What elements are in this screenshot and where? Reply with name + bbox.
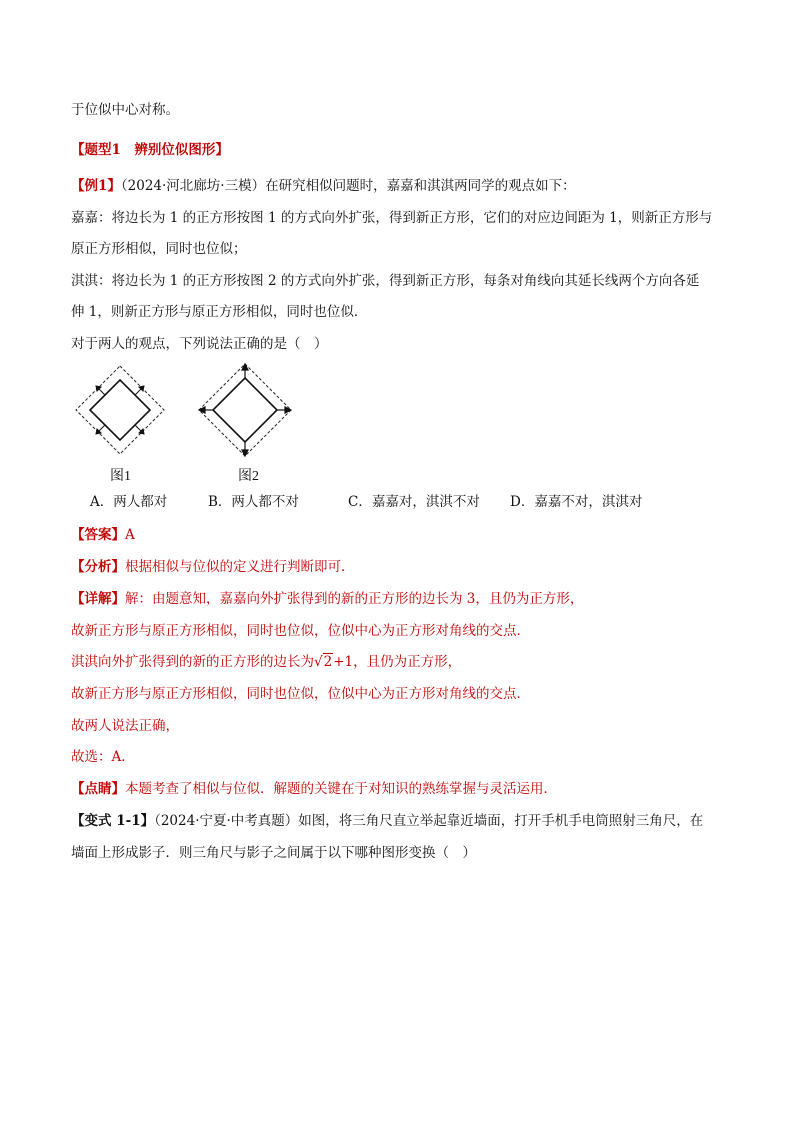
analysis-text: 根据相似与位似的定义进行判断即可． — [125, 559, 355, 575]
answer-value: A — [125, 527, 135, 543]
detail-line-4: 故新正方形与原正方形相似，同时也位似，位似中心为正方形对角线的交点． — [71, 686, 530, 702]
jiajia-line-2: 原正方形相似，同时也位似； — [71, 241, 247, 257]
detail-line-3 — [71, 652, 731, 672]
variant-line-2: 墙面上形成影子．则三角尺与影子之间属于以下哪种图形变换（ ） — [71, 845, 476, 861]
answer-line — [71, 525, 731, 545]
comment-label: 【点睛】 — [71, 781, 125, 797]
example-1-header — [71, 176, 731, 196]
answer-options — [90, 492, 642, 512]
sqrt-radicand: 2 — [323, 654, 333, 670]
sqrt-plus-one: +1 — [333, 654, 354, 670]
option-d: D．嘉嘉不对，淇淇对 — [510, 494, 643, 510]
fig2-arrows — [199, 364, 291, 456]
fig1-arrows — [96, 386, 144, 434]
analysis-label: 【分析】 — [71, 559, 125, 575]
figure-2-label: 图2 — [238, 469, 259, 484]
comment-text: 本题考查了相似与位似．解题的关键在于对知识的熟练掌握与灵活运用． — [125, 781, 557, 797]
jiajia-line-1: 嘉嘉：将边长为 1 的正方形按图 1 的方式向外扩张，得到新正方形，它们的对应边间距为 1，则新正方形与 — [71, 210, 713, 226]
variant-label: 【变式 1-1】 — [71, 813, 155, 829]
answer-label: 【答案】 — [71, 527, 125, 543]
option-a: A．两人都对 — [90, 494, 168, 510]
section-title: 【题型1 辨别位似图形】 — [71, 142, 229, 158]
figure-2-diagram — [195, 360, 295, 460]
option-c: C．嘉嘉对，淇淇不对 — [348, 494, 480, 510]
variant-text-1: （2024·宁夏·中考真题）如图，将三角尺直立举起靠近墙面，打开手机手电筒照射三角尺，在 — [154, 813, 704, 829]
detail-line-5: 故两人说法正确， — [71, 718, 179, 734]
option-b: B．两人都不对 — [208, 494, 299, 510]
analysis-line — [71, 557, 731, 577]
detail-text-3-pre: 淇淇向外扩张得到的新的正方形的边长为 — [71, 654, 314, 670]
qiqi-line-1: 淇淇：将边长为 1 的正方形按图 2 的方式向外扩张，得到新正方形，每条对角线向其延长线两个方向各延 — [71, 273, 700, 289]
fig2-inner-square — [213, 378, 277, 442]
sqrt-icon: √ — [314, 654, 323, 670]
detail-text-3-post: ，且仍为正方形， — [353, 654, 462, 670]
sqrt-expression — [314, 653, 353, 670]
detail-line-2: 故新正方形与原正方形相似，同时也位似，位似中心为正方形对角线的交点． — [71, 623, 530, 639]
qiqi-line-2: 伸 1，则新正方形与原正方形相似，同时也位似． — [71, 304, 368, 320]
detail-line-1 — [71, 589, 731, 609]
example-text: （2024·河北廊坊·三模）在研究相似问题时，嘉嘉和淇淇两同学的观点如下： — [120, 178, 576, 194]
detail-text-1: 解：由题意知，嘉嘉向外扩张得到的新的正方形的边长为 3，且仍为正方形， — [125, 591, 584, 607]
detail-line-6: 故选：A． — [71, 749, 135, 765]
intro-tail-text: 于位似中心对称。 — [71, 102, 179, 118]
question-text: 对于两人的观点，下列说法正确的是（ ） — [71, 336, 328, 352]
comment-line — [71, 779, 731, 799]
figure-1-label: 图1 — [110, 469, 131, 484]
variant-line-1 — [71, 811, 731, 831]
example-label: 【例1】 — [71, 178, 121, 194]
detail-label: 【详解】 — [71, 591, 125, 607]
figure-1-diagram — [70, 360, 170, 460]
